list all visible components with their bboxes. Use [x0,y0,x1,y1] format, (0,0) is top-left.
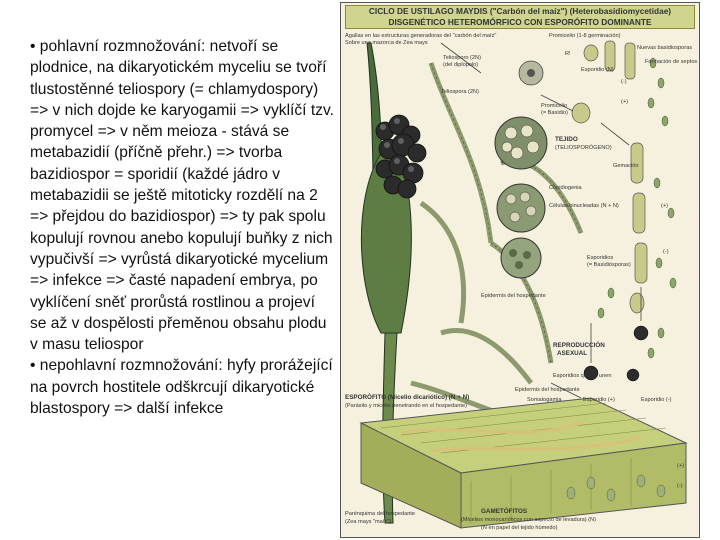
label-esporidio: Esporidio (N) [581,67,614,73]
figure-title-line1: CICLO DE USTILAGO MAYDIS ("Carbón del maíz") (Heterobasidiomycetidae) [368,6,672,16]
label-promicelio: Promicelio [541,103,568,109]
sexual-reproduction-paragraph: • pohlavní rozmnožování: netvoří se plodnice, na dikaryotickém myceliu se tvoří tlustostěnné teliospory (= chlamydospory) => v nich dojde ke karyogamii => vyklíčí tzv. promycel => v něm meioza - stává se metabazidií (příčně přehr.) => tvorba bazidiospor = sporidií (každé jádro v metabazidii se ještě mitoticky rozdělí na 2 => přejdou do bazidiospor) => ty pak spolu kopulují rovnou anebo kopulují buňky z nich vypučivší => vyrůstá dikaryotické mycelium => infekce => časté napadení embrya, po vyklíčení sněť prorůstá rostlinou a projeví se až v dospělosti přeměnou obsahu plodu v masu teliospor [30,38,334,354]
label-nuevas-basidiosporas: Nuevas basidiosporas [637,45,693,51]
label-nota: (N en papel del tejido húmedo) [481,525,558,531]
label-somatogamia: Somatogamia [527,397,562,403]
figure-title-line2: DISGENÉTICO HETEROMÓRFICO CON ESPORÓFITO DOMINANTE [388,16,652,27]
label-basidio: (= Basidio) [541,110,568,116]
label-plus-3: (+) [677,463,684,469]
label-r: R! [565,51,571,57]
hyphae-network [411,63,581,423]
label-teliosporogenico: (TELIOSPORÓGENO) [555,145,612,151]
label-esporidio-3: Esporidio (-) [641,397,672,403]
label-epidermis-1: Epidermis del hospedante [481,293,546,299]
label-reproduccion: REPRODUCCIÓN [553,342,605,349]
promycelium-chain [572,41,647,313]
label-agallas: Agallas en las estructuras generadoras del "carbón del maíz" [345,33,497,39]
label-pendiente: (Parásito y micelio penetrando en el hospedante) [345,403,467,409]
label-diploide: (del diplopolo) [443,62,479,68]
label-minus-2: (-) [663,249,669,255]
label-micelios: (Micelios monocarióticos con aspecto de levadura) (N) [461,517,596,523]
label-progenicidad: Promicelio (1-8 germinación) [549,33,621,39]
label-plus-2: (+) [661,203,668,209]
label-gemacion: Gemación [613,163,639,169]
label-sobre-mazorca: Sobre una mazorca de Zea mays [345,40,428,46]
label-parenquima: Parénquima del hospedante [345,511,415,517]
label-epidermis-2: Epidermis del hospedante [515,387,580,393]
life-cycle-figure [340,2,700,538]
label-zea: (Zea mays "maíz") [345,519,391,525]
label-minus-1: (-) [621,79,627,85]
label-celulas: Células binucleadas (N + N) [549,203,619,209]
label-teliospora: Teliospora (2N) [441,89,479,95]
label-plus-1: (+) [621,99,628,105]
label-gametofitos: GAMETÓFITOS [481,508,528,515]
label-tejido: TEJIDO [555,136,578,143]
label-basidiosporas: (= Basidiósporas) [587,262,631,268]
main-text [30,36,335,419]
label-esporidios: Esporidios [587,255,614,261]
label-esporidio-2: Esporidio (+) [583,397,615,403]
asexual-reproduction-paragraph: • nepohlavní rozmnožování: hyfy prorážející na povrch hostitele odškrcují dikaryotické blastospory => další infekce [30,357,333,418]
label-formacion: Formación de septos [645,59,698,65]
label-esporidios-2: Esporidios que se unen [553,373,612,379]
life-cycle-illustration [341,3,699,537]
label-esporofito: ESPORÓFITO (Micelio dicariótico) (N + N) [345,394,470,401]
label-conidiogenia: Conidiogenia [549,185,582,191]
label-asexual: ASEXUAL [557,350,588,357]
label-teliosporo: Teliosporo (2N) [443,55,481,61]
label-minus-3: (-) [677,483,683,489]
